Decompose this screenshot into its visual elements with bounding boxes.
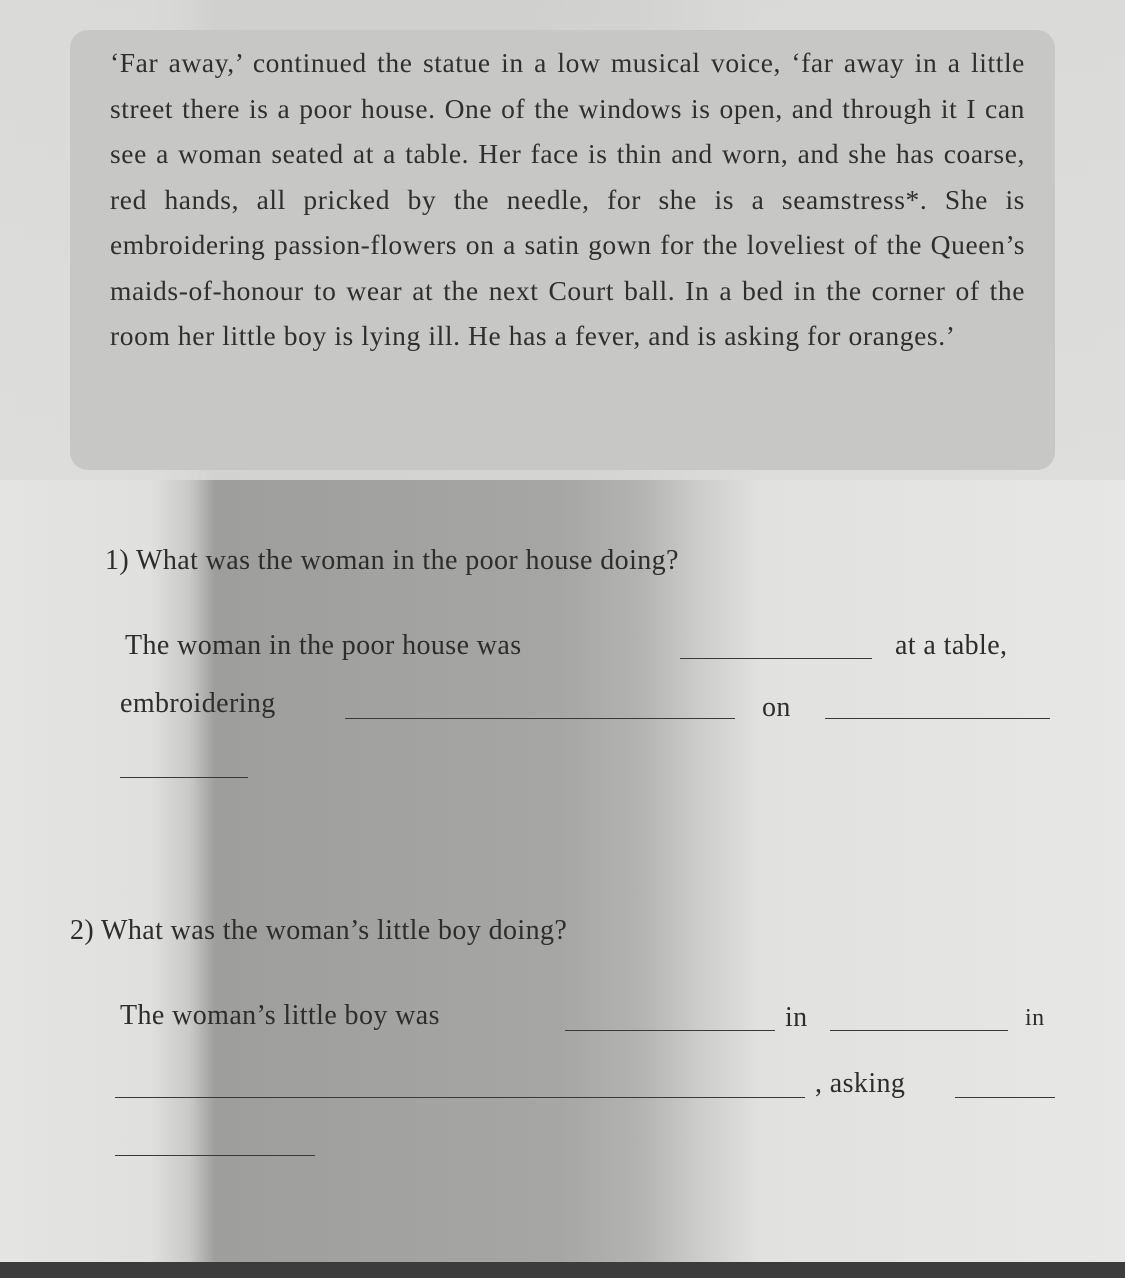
q1-blank-4[interactable]	[120, 777, 248, 778]
q1-line2-start: embroidering	[120, 688, 276, 719]
question-1: 1) What was the woman in the poor house doing?	[105, 545, 679, 576]
q1-blank-3[interactable]	[825, 718, 1050, 719]
q2-blank-1[interactable]	[565, 1030, 775, 1031]
q1-blank-2[interactable]	[345, 718, 735, 719]
passage-text: ‘Far away,’ continued the statue in a low musical voice, ‘far away in a little street there is a poor house. One of the windows is open, and through it I can see a woman seated at a table. Her face is thin and worn, and she has coarse, red hands, all pricked by the needle, for she is a seamstress*. She is embroidering passion-flowers on a satin gown for the loveliest of the Queen’s maids-of-honour to wear at the next Court ball. In a bed in the corner of the room her little boy is lying ill. He has a fever, and is asking for oranges.’	[110, 47, 1025, 351]
q1-line2-mid: on	[762, 692, 791, 723]
question-2: 2) What was the woman’s little boy doing?	[70, 915, 568, 946]
q1-blank-1[interactable]	[680, 658, 872, 659]
q1-line1-end: at a table,	[895, 630, 1008, 661]
q2-line1-start: The woman’s little boy was	[120, 1000, 440, 1031]
q2-line2-mid: , asking	[815, 1068, 906, 1099]
q2-blank-4[interactable]	[955, 1097, 1055, 1098]
photo-bottom-edge	[0, 1262, 1125, 1278]
q2-blank-2[interactable]	[830, 1030, 1008, 1031]
q2-line1-mid: in	[785, 1002, 808, 1033]
q2-blank-3[interactable]	[115, 1097, 805, 1098]
q2-blank-5[interactable]	[115, 1155, 315, 1156]
q1-line1-start: The woman in the poor house was	[125, 630, 522, 661]
q2-line1-end: in	[1025, 1005, 1045, 1031]
